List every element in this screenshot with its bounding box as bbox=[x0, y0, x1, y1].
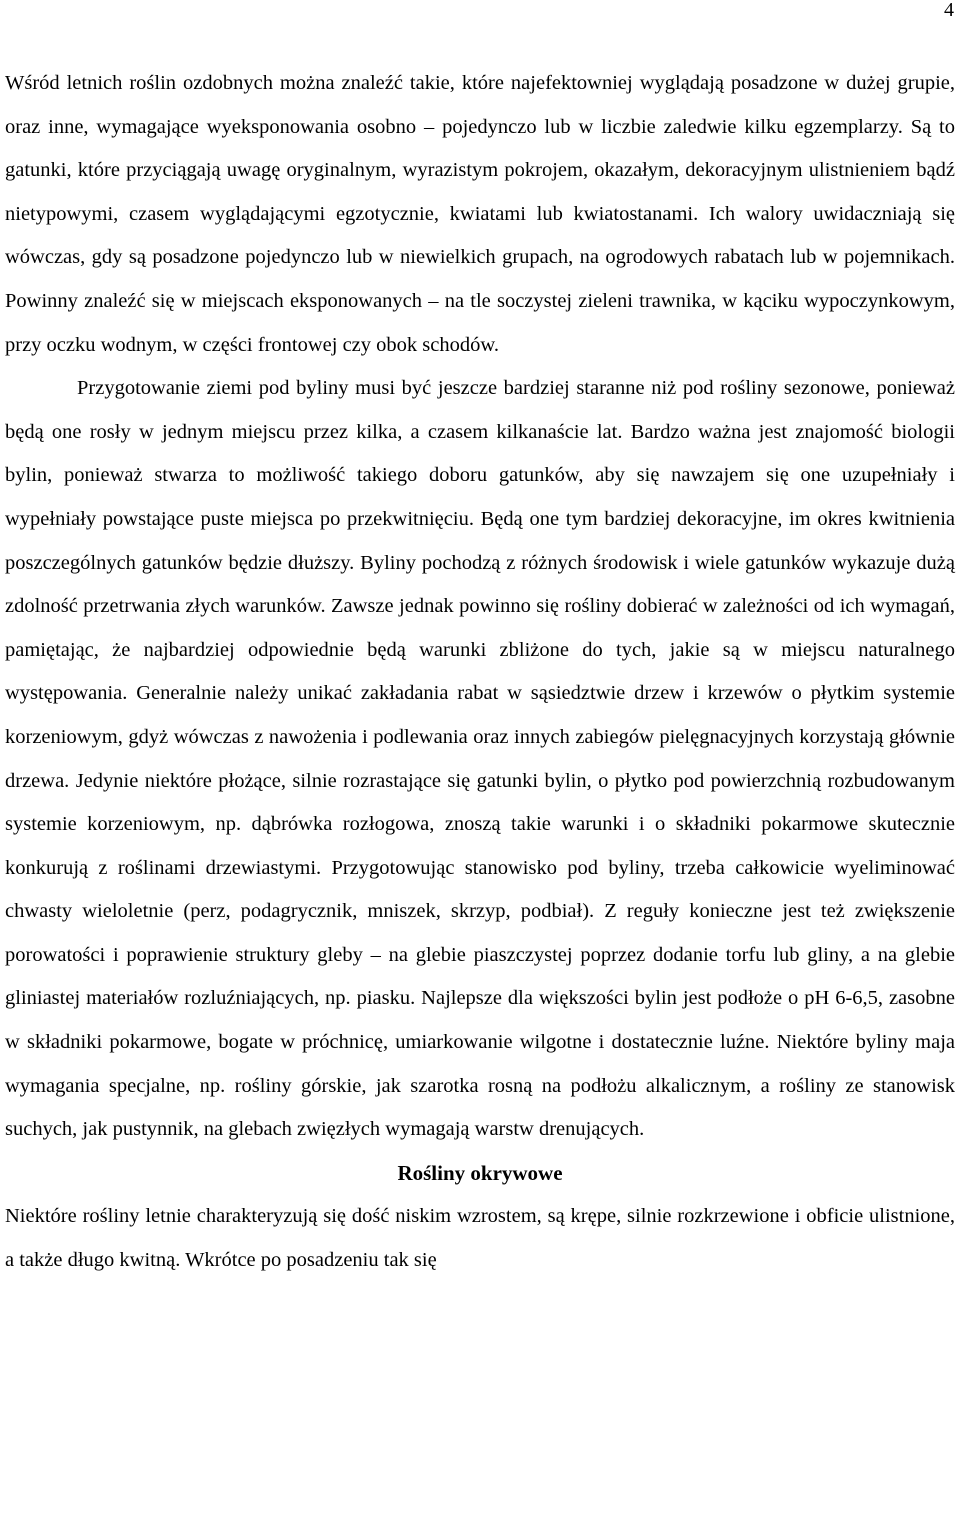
page-number: 4 bbox=[944, 0, 954, 21]
paragraph-perennials-soil: Przygotowanie ziemi pod byliny musi być jeszcze bardziej staranne niż pod rośliny sezonowe, ponieważ będą one rosły w jednym miejscu przez kilka, a czasem kilkanaście lat. Bardzo ważna jest znajomość biologii bylin, ponieważ stwarza to możliwość takiego doboru gatunków, aby się nawzajem się one uzupełniały i wypełniały powstające puste miejsca po przekwitnięciu. Będą one tym bardziej dekoracyjne, im okres kwitnienia poszczególnych gatunków będzie dłuższy. Byliny pochodzą z różnych środowisk i wiele gatunków wykazuje dużą zdolność przetrwania złych warunków. Zawsze jednak powinno się rośliny dobierać w zależności od ich wymagań, pamiętając, że najbardziej odpowiednie będą warunki zbliżone do tych, jakie są w miejscu naturalnego występowania. Generalnie należy unikać zakładania rabat w sąsiedztwie drzew i krzewów o płytkim systemie korzeniowym, gdyż wówczas z nawożenia i podlewania oraz innych zabiegów pielęgnacyjnych korzystają głównie drzewa. Jedynie niektóre płożące, silnie rozrastające się gatunki bylin, o płytko pod powierzchnią rozbudowanym systemie korzeniowym, np. dąbrówka rozłogowa, znoszą takie warunki i o składniki pokarmowe skutecznie konkurują z roślinami drzewiastymi. Przygotowując stanowisko pod byliny, trzeba całkowicie wyeliminować chwasty wieloletnie (perz, podagrycznik, mniszek, skrzyp, podbiał). Z reguły konieczne jest też zwiększenie porowatości i poprawienie struktury gleby – na glebie piaszczystej poprzez dodanie torfu lub gliny, a na glebie gliniastej materiałów rozluźniających, np. piasku. Najlepsze dla większości bylin jest podłoże o pH 6-6,5, zasobne w składniki pokarmowe, bogate w próchnicę, umiarkowanie wilgotne i dostatecznie luźne. Niektóre byliny maja wymagania specjalne, np. rośliny górskie, jak szarotka rosną na podłożu alkalicznym, a rośliny ze stanowisk suchych, jak pustynnik, na glebach zwięzłych wymagają warstw drenujących. bbox=[5, 377, 955, 1141]
section-heading: Rośliny okrywowe bbox=[397, 1160, 563, 1185]
paragraph-ground-cover: Niektóre rośliny letnie charakteryzują się dość niskim wzrostem, są krępe, silnie rozkrzewione i obficie ulistnione, a także długo kwitną. Wkrótce po posadzeniu tak się bbox=[5, 1205, 955, 1272]
paragraph-intro: Wśród letnich roślin ozdobnych można znaleźć takie, które najefektowniej wyglądają posadzone w dużej grupie, oraz inne, wymagające wyeksponowania osobno – pojedynczo lub w liczbie zaledwie kilku egzemplarzy. Są to gatunki, które przyciągają uwagę oryginalnym, wyrazistym pokrojem, okazałym, dekoracyjnym ulistnieniem bądź nietypowymi, czasem wyglądającymi egzotycznie, kwiatami lub kwiatostanami. Ich walory uwidaczniają się wówczas, gdy są posadzone pojedynczo lub w niewielkich grupach, na ogrodowych rabatach lub w pojemnikach. Powinny znaleźć się w miejscach eksponowanych – na tle soczystej zieleni trawnika, w kąciku wypoczynkowym, przy oczku wodnym, w części frontowej czy obok schodów. bbox=[5, 72, 955, 356]
document-body bbox=[5, 62, 955, 1283]
